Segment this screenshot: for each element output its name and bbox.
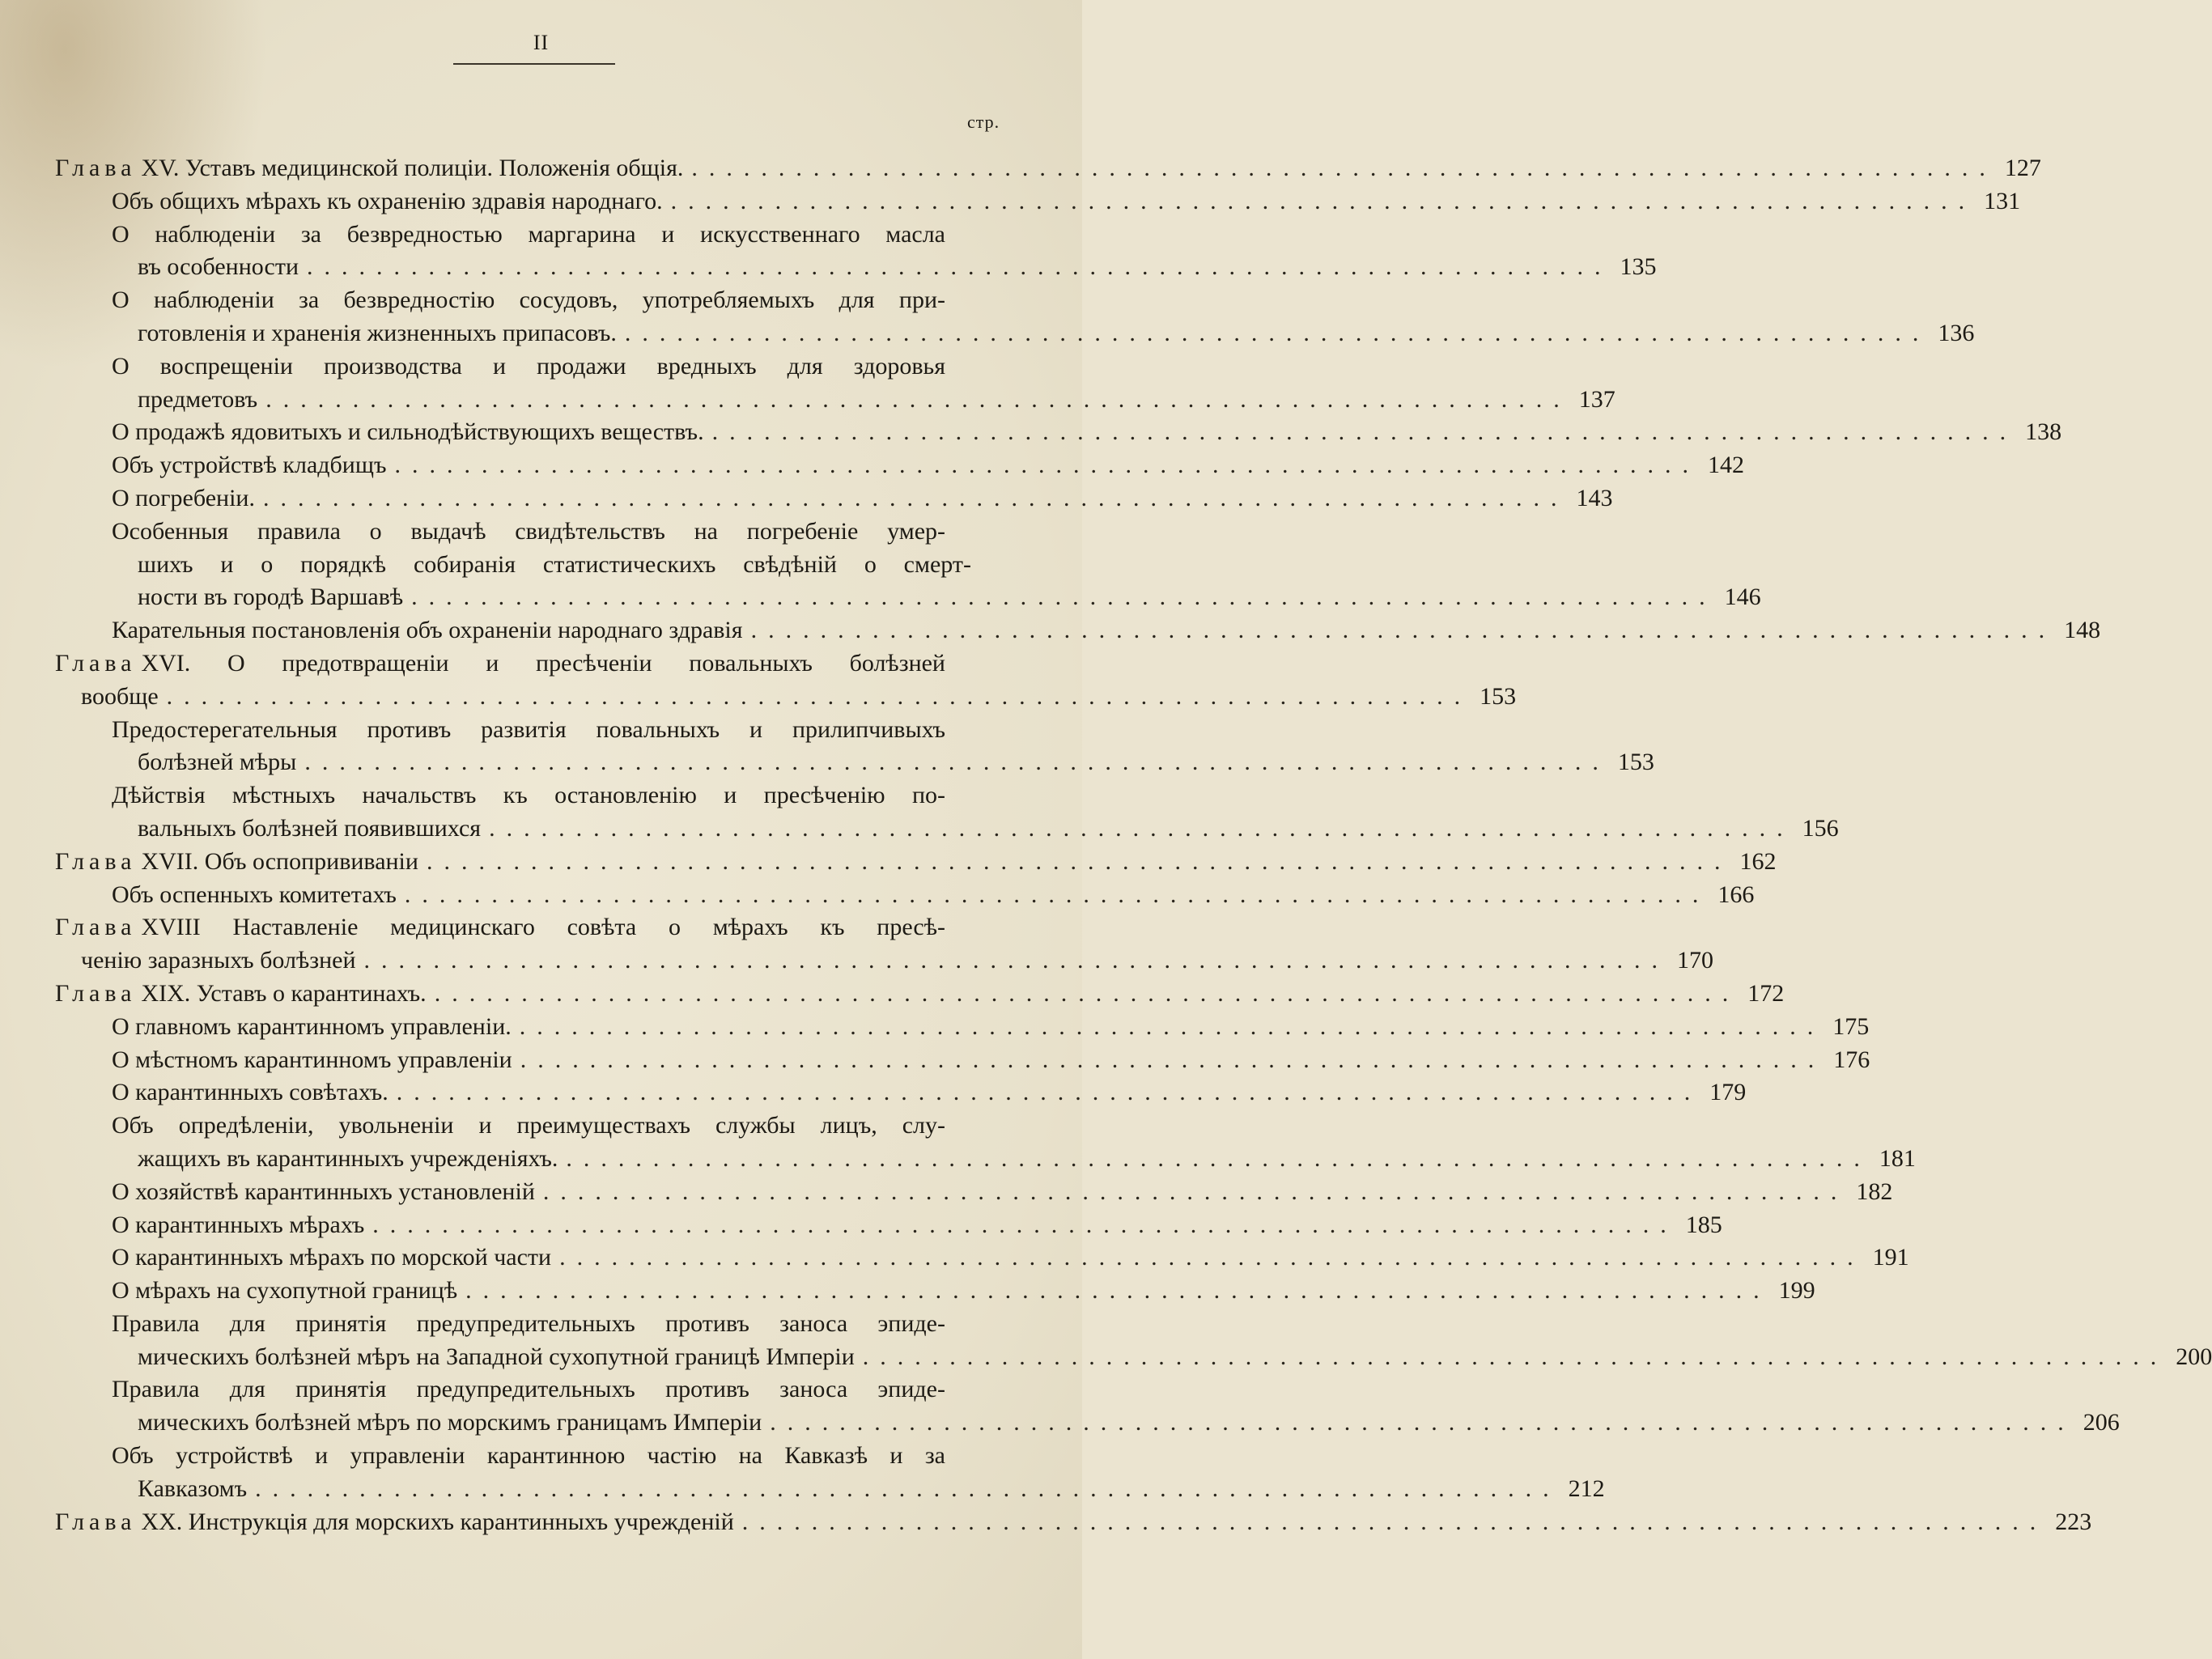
toc-chapter-entry [0, 978, 1785, 1011]
leader-dots: ........................................................................... [307, 253, 1612, 281]
leader-dots: ........................................................................... [426, 847, 1732, 875]
toc-page-number: 153 [1480, 682, 1517, 710]
toc-entry-text: вообще [81, 682, 159, 710]
toc-page-number: 153 [1617, 749, 1654, 776]
toc-entry-line [112, 284, 945, 317]
toc-entry-line [55, 152, 2041, 185]
toc-entry-line [112, 779, 945, 813]
leader-dots: ........................................................................... [520, 1046, 1826, 1073]
toc-section-entry [0, 779, 1839, 846]
toc-entry-line [55, 1506, 2092, 1539]
toc-entry-line [112, 1308, 945, 1341]
toc-entry-text: Правила для принятія предупредительныхъ противъ заноса эпиде- [112, 1376, 945, 1403]
leader-dots: ........................................................................... [262, 484, 1569, 511]
toc-entry-line [112, 185, 2021, 219]
toc-entry-text: ченію заразныхъ болѣзней [81, 947, 356, 974]
toc-section-entry [0, 219, 1657, 285]
leader-dots: ........................................................................... [670, 187, 1976, 214]
toc-section-entry [0, 1308, 2212, 1374]
toc-entry-text: XVIII Наставленіе медицинскаго совѣта о мѣрахъ къ пресѣ- [141, 914, 945, 941]
toc-entry-text: Предостерегательныя противъ развитія повальныхъ и прилипчивыхъ [112, 715, 945, 743]
toc-page-number: 191 [1872, 1244, 1909, 1271]
leader-dots: ........................................................................... [372, 1211, 1678, 1238]
leader-dots: ........................................................................... [166, 682, 1472, 710]
toc-entry-text: О главномъ карантинномъ управленіи. [112, 1012, 512, 1040]
toc-entry-text: О карантинныхъ мѣрахъ [112, 1211, 365, 1238]
leader-dots: ........................................................................... [741, 1508, 2048, 1535]
toc-entry-line [112, 384, 1615, 417]
toc-chapter-entry [0, 846, 1777, 879]
toc-page-number: 182 [1856, 1177, 1893, 1205]
toc-chapter-entry [0, 152, 2041, 185]
toc-page-number: 200 [2176, 1343, 2212, 1370]
toc-entry-line [112, 516, 945, 549]
toc-entry-line [112, 251, 1657, 284]
toc-entry-line [112, 317, 1975, 350]
leader-dots: ........................................................................... [465, 1277, 1771, 1305]
toc-entry-line [112, 416, 2062, 449]
toc-entry-text: О хозяйствѣ карантинныхъ установленій [112, 1177, 535, 1205]
toc-entry-line [112, 581, 1761, 614]
toc-entry-line [112, 746, 1654, 779]
leader-dots: ........................................................................... [434, 979, 1740, 1007]
toc-section-entry [0, 714, 1654, 780]
toc-section-entry [0, 1176, 1893, 1209]
toc-entry-line [112, 1275, 1815, 1308]
toc-entry-line [112, 1076, 1747, 1110]
toc-entry-line [112, 482, 1613, 516]
toc-chapter-entry [0, 1506, 2092, 1539]
toc-page-number: 131 [1984, 187, 2021, 214]
toc-entry-text: О карантинныхъ совѣтахъ. [112, 1079, 388, 1106]
toc-entry-line [112, 714, 945, 747]
toc-entry-text: XV. Уставъ медицинской полиціи. Положенія общія. [141, 155, 684, 181]
toc-entry-text: предметовъ [138, 385, 258, 413]
toc-section-entry [0, 350, 1615, 417]
toc-entry-text: болѣзней мѣры [138, 749, 297, 776]
toc-section-entry [0, 1275, 1815, 1308]
leader-dots: ........................................................................... [394, 452, 1700, 479]
toc-section-entry [0, 449, 1744, 482]
toc-entry-text: вальныхъ болѣзней появившихся [138, 814, 482, 842]
toc-entry-text: О погребеніи. [112, 484, 255, 511]
toc-page-number: 142 [1707, 452, 1744, 479]
toc-page-number: 127 [2004, 155, 2041, 181]
toc-entry-text: мическихъ болѣзней мѣръ на Западной сухопутной границѣ Имперіи [138, 1343, 855, 1370]
chapter-label: Глава [55, 979, 137, 1007]
toc-page-number: 162 [1739, 847, 1777, 875]
toc-entry-line [112, 1407, 2120, 1440]
toc-entry-line [112, 1011, 1870, 1044]
leader-dots: ........................................................................... [265, 385, 1571, 413]
toc-entry-line [112, 879, 1755, 912]
toc-entry-line [112, 219, 945, 252]
toc-section-entry [0, 1373, 2120, 1440]
toc-section-entry [0, 482, 1613, 516]
toc-page-number: 172 [1747, 979, 1785, 1007]
leader-dots: ........................................................................... [404, 880, 1710, 908]
toc-page-number: 185 [1685, 1211, 1722, 1238]
toc-entry-text: О мѣрахъ на сухопутной границѣ [112, 1277, 458, 1305]
toc-page-number: 206 [2083, 1409, 2120, 1436]
toc-entry-text: Объ опредѣленіи, увольненіи и преимуществахъ службы лицъ, слу- [112, 1112, 945, 1139]
chapter-label: Глава [55, 155, 137, 181]
toc-entry-line [55, 978, 1785, 1011]
toc-chapter-entry [0, 647, 1517, 714]
toc-entry-line [112, 1440, 945, 1473]
toc-section-entry [0, 1044, 1870, 1077]
toc-page-number: 223 [2055, 1508, 2092, 1535]
toc-entry-text: О наблюденіи за безвредностію сосудовъ, употребляемыхъ для при- [112, 286, 945, 314]
toc-section-entry [0, 879, 1755, 912]
toc-entry-text: жащихъ въ карантинныхъ учрежденіяхъ. [138, 1144, 558, 1172]
toc-entry-line [112, 449, 1744, 482]
toc-entry-line [112, 1473, 1605, 1506]
toc-entry-line [112, 1143, 1916, 1176]
chapter-label: Глава [55, 1508, 137, 1535]
leader-dots: ........................................................................... [411, 583, 1717, 611]
toc-entry-text: Объ общихъ мѣрахъ къ охраненію здравія народнаго. [112, 187, 663, 214]
leader-dots: ........................................................................... [566, 1144, 1871, 1172]
toc-entry-text: Объ устройствѣ и управленіи карантинною частію на Кавказѣ и за [112, 1442, 945, 1470]
toc-entry-text: Карательныя постановленія объ охраненіи народнаго здравія [112, 617, 743, 644]
toc-entry-line [112, 1209, 1722, 1242]
toc-entry-text: О мѣстномъ карантинномъ управленіи [112, 1046, 512, 1073]
header-rule [453, 63, 615, 65]
toc-entry-line [112, 1110, 945, 1143]
leader-dots: ........................................................................... [304, 749, 1610, 776]
toc-entry-text: Правила для принятія предупредительныхъ противъ заноса эпиде- [112, 1309, 945, 1337]
toc-entry-text: Объ оспенныхъ комитетахъ [112, 880, 397, 908]
toc-entry-text: ности въ городѣ Варшавѣ [138, 583, 404, 611]
toc-entry-line [55, 944, 1714, 978]
chapter-label: Глава [55, 847, 137, 875]
toc-entry-line [55, 846, 1777, 879]
toc-entry-line [112, 1373, 945, 1407]
toc-entry-line [112, 813, 1839, 846]
chapter-label: Глава [55, 914, 137, 941]
toc-entry-line [112, 614, 2101, 647]
toc-page-number: 170 [1677, 947, 1714, 974]
page-column-header: стр. [967, 112, 1000, 132]
toc-entry-text: въ особенности [138, 253, 299, 281]
toc-entry-text: Кавказомъ [138, 1474, 248, 1502]
table-of-contents [0, 152, 2212, 1538]
toc-entry-text: Дѣйствія мѣстныхъ начальствъ къ остановленію и пресѣченію по- [112, 782, 945, 809]
toc-page-number: 135 [1620, 253, 1657, 281]
toc-page-number: 148 [2064, 617, 2101, 644]
toc-entry-text: XIX. Уставъ о карантинахъ. [141, 979, 427, 1007]
toc-entry-text: Объ устройствѣ кладбищъ [112, 452, 387, 479]
leader-dots: ........................................................................... [255, 1474, 1560, 1502]
chapter-label: Глава [55, 649, 137, 677]
leader-dots: ........................................................................... [542, 1177, 1849, 1205]
toc-section-entry [0, 1076, 1747, 1110]
toc-entry-text: О воспрещеніи производства и продажи вредныхъ для здоровья [112, 352, 945, 380]
toc-page-number: 175 [1832, 1012, 1870, 1040]
toc-entry-text: О наблюденіи за безвредностью маргарина и искусственнаго масла [112, 220, 945, 248]
toc-page-number: 176 [1833, 1046, 1870, 1073]
toc-section-entry [0, 516, 1761, 614]
leader-dots: ........................................................................... [519, 1012, 1825, 1040]
leader-dots: ........................................................................... [770, 1409, 2075, 1436]
toc-entry-line [55, 647, 945, 681]
leader-dots: ........................................................................... [711, 418, 2018, 446]
toc-section-entry [0, 1440, 1605, 1506]
leader-dots: ........................................................................... [691, 155, 1997, 181]
toc-page-number: 199 [1778, 1277, 1815, 1305]
toc-entry-text: шихъ и о порядкѣ собиранія статистическихъ свѣдѣній о смерт- [138, 550, 971, 578]
toc-page-number: 137 [1578, 385, 1615, 413]
toc-entry-text: мическихъ болѣзней мѣръ по морскимъ границамъ Имперіи [138, 1409, 762, 1436]
toc-entry-text: готовленія и храненія жизненныхъ припасовъ. [138, 319, 617, 346]
leader-dots: ........................................................................... [862, 1343, 2168, 1370]
toc-section-entry [0, 1011, 1870, 1044]
toc-entry-text: XVII. Объ оспопрививаніи [141, 847, 418, 875]
toc-page-number: 166 [1717, 880, 1755, 908]
toc-section-entry [0, 185, 2021, 219]
toc-page-number: 143 [1576, 484, 1613, 511]
toc-entry-line [55, 681, 1517, 714]
toc-entry-line [112, 1044, 1870, 1077]
page-number: II [533, 31, 550, 54]
toc-entry-line [112, 350, 945, 384]
toc-entry-line [55, 911, 945, 944]
toc-entry-text: XVI. О предотвращеніи и пресѣченіи повальныхъ болѣзней [141, 649, 945, 677]
toc-page-number: 181 [1879, 1144, 1916, 1172]
toc-entry-text: XX. Инструкція для морскихъ карантинныхъ учрежденій [141, 1508, 734, 1535]
leader-dots: ........................................................................... [396, 1079, 1702, 1106]
toc-entry-line [112, 1341, 2212, 1374]
toc-page-number: 156 [1802, 814, 1839, 842]
toc-entry-line [112, 1241, 1909, 1275]
toc-page-number: 138 [2025, 418, 2062, 446]
toc-entry-text: Особенныя правила о выдачѣ свидѣтельствъ на погребеніе умер- [112, 517, 945, 545]
toc-section-entry [0, 416, 2062, 449]
toc-page-number: 212 [1568, 1474, 1605, 1502]
toc-page-number: 146 [1724, 583, 1761, 611]
toc-section-entry [0, 614, 2101, 647]
toc-chapter-entry [0, 911, 1714, 978]
leader-dots: ........................................................................... [559, 1244, 1865, 1271]
toc-entry-line [112, 1176, 1893, 1209]
leader-dots: ........................................................................... [489, 814, 1794, 842]
leader-dots: ........................................................................... [750, 617, 2057, 644]
toc-section-entry [0, 1209, 1722, 1242]
toc-page-number: 136 [1938, 319, 1975, 346]
leader-dots: ........................................................................... [624, 319, 1930, 346]
toc-section-entry [0, 1110, 1916, 1176]
leader-dots: ........................................................................... [363, 947, 1670, 974]
toc-section-entry [0, 284, 1975, 350]
toc-entry-text: О карантинныхъ мѣрахъ по морской части [112, 1244, 552, 1271]
toc-entry-text: О продажѣ ядовитыхъ и сильнодѣйствующихъ веществъ. [112, 418, 704, 446]
toc-entry-line [112, 549, 971, 582]
toc-section-entry [0, 1241, 1909, 1275]
toc-page-number: 179 [1709, 1079, 1747, 1106]
